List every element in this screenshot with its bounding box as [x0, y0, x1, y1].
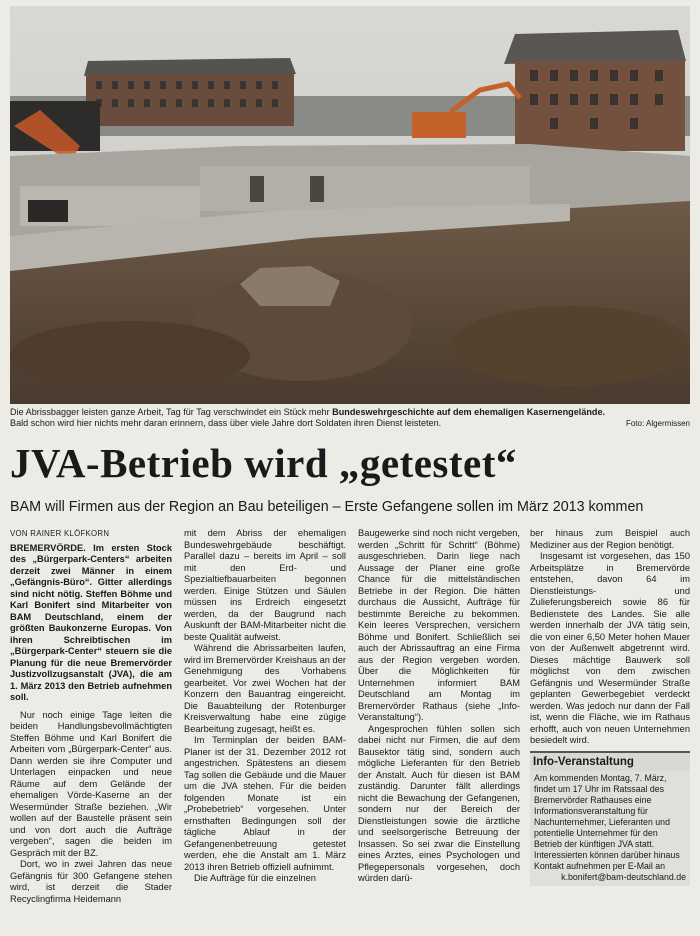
info-box-email[interactable]: k.bonifert@bam-deutschland.de — [561, 871, 686, 882]
col2-paragraph-3: Im Terminplan der beiden BAM-Planer ist der 31. Dezember 2012 rot angestrichen. Spätestens an diesem Tag sollen die Gebäude und die Mauer um die JVA stehen. Für die beiden folgenden Monate ist ein „Probebetrieb“ vorgesehen. Unter ernsthaften Bedingungen soll der tägliche Ablauf in der Gefangenenbetreuung getestet werden, ehe die Anstalt am 1. März 2013 ihren Betrieb offiziell aufnimmt. — [184, 735, 346, 872]
photo-caption — [10, 407, 690, 430]
col4-paragraph-1: ber hinaus zum Beispiel auch Mediziner aus der Region benötigt. — [530, 528, 690, 550]
column-1 — [10, 528, 172, 905]
col4-paragraph-2: Insgesamt ist vorgesehen, das 150 Arbeitsplätze in Bremervörde entstehen, davon 64 im Dienstleistungs- und Zulieferungsbereich sowie 86 für Bedienstete des Landes. Sie alle werden innerhalb der JVA tätig sein, die von einer 6,50 Meter hohen Mauer von der Außenwelt abgetrennt wird. Dieses mächtige Bauwerk soll möglichst von dem zwischen Gefängnis und Wesermünder Straße geplanten Gewerbegebiet verdeckt werden. Was jedoch nur dann der Fall ist, wenn die Fläche, wie im Rathaus erhofft, auch von neuen Unternehmen besiedelt wird. — [530, 551, 690, 745]
lead-paragraph: BREMERVÖRDE. Im ersten Stock des „Bürgerpark-Centers“ arbeiten derzeit zwei Männer in einem „Gefängnis-Büro“. Gitter allerdings sind nicht nötig. Steffen Böhme und Karl Bonifert sind Mitarbeiter von BAM Deutschland, einem der größten Baukonzerne Europas. Von ihren Schreibtischen im „Bürgerpark-Center“ steuern sie die Planung für die neue Bremervörder Justizvollzugsanstalt (JVA), die am 1. März 2013 den Betrieb aufnehmen soll. — [10, 542, 172, 702]
col1-paragraph-2: Dort, wo in zwei Jahren das neue Gefängnis für 300 Gefangene stehen wird, ist derzeit die Stader Recyclingfirma Heidemann — [10, 859, 172, 904]
subheadline: BAM will Firmen aus der Region an Bau beteiligen – Erste Gefangene sollen im März 2013 kommen — [10, 499, 644, 515]
demolition-site-image — [10, 6, 690, 404]
column-3 — [358, 528, 520, 885]
column-4 — [530, 528, 690, 886]
headline: JVA-Betrieb wird „getestet“ — [10, 440, 517, 486]
info-box-text: Am kommenden Montag, 7. März, findet um 17 Uhr im Ratssaal des Bremervörder Rathauses eine Informationsveranstaltung für Nachunternehmer, Lieferanten und potentielle Unternehmer für den Betrieb der künftigen JVA statt. Interessierten können darüber hinaus Kontakt aufnehmen per E-Mail an — [534, 772, 680, 871]
info-box — [530, 771, 690, 886]
col2-paragraph-2: Während die Abrissarbeiten laufen, wird im Bremervörder Kreishaus an der Genehmigung des Vorhabens gearbeitet. Vor zwei Wochen hat der Konzern den Bauantrag eingereicht. Die Bauabteilung der Rotenburger Kreisverwaltung habe eine zügige Bearbeitung zugesagt, heißt es. — [184, 643, 346, 734]
col1-paragraph-1: Nur noch einige Tage leiten die beiden Handlungsbevollmächtigten Steffen Böhme und Karl Bonifert die Arbeiten vom „Bürgerpark-Center“ aus. Dann werden sie ihre Computer und Unterlagen einpacken und neue Räume auf dem Gelände der ehemaligen Vörde-Kaserne an der Wesermünder Straße beziehen. „Wir wollen auf der Baustelle präsent sein und von dort auch die Aufträge vergeben“, sagen die beiden im Gespräch mit der BZ. — [10, 709, 172, 858]
col3-paragraph-1: Baugewerke sind noch nicht vergeben, werden „Schritt für Schritt“ (Böhme) ausgeschrieben. Darin liege nach Aussage der Planer eine große Chance für die mittelständischen Betriebe in der Region. Die hätten durchaus die Aussicht, Aufträge für bestimmte Bereiche zu bekommen. Kein leeres Versprechen, versichern Böhme und Bonifert. Schließlich sei auch der Abrissauftrag an eine Firma aus der Region vergeben worden. Über die Möglichkeiten für Unternehmen informiert BAM Deutschland am Montag im Bremervörder Rathaus (siehe „Info-Veranstaltung“). — [358, 528, 520, 722]
demolition-photo — [10, 6, 690, 404]
info-box-title: Info-Veranstaltung — [530, 751, 690, 771]
column-2 — [184, 528, 346, 885]
caption-lead: Die Abrissbagger leisten ganze Arbeit, Tag für Tag verschwindet ein Stück mehr — [10, 407, 333, 417]
photo-credit: Foto: Algermissen — [625, 419, 690, 429]
byline: VON RAINER KLÖFKORN — [10, 529, 110, 538]
col2-paragraph-1: mit dem Abriss der ehemaligen Bundeswehrgebäude beschäftigt. Parallel dazu – bereits im April – soll mit den Erd- und Spezialtiefbauarbeiten begonnen werden. Einige Stützen und Säulen müssen ins Erdreich eingesetzt werden, da der Baugrund nach Auskunft der BAM-Mitarbeiter nicht die beste Qualität aufweist. — [184, 528, 346, 642]
caption-line-2: Bald schon wird hier nichts mehr daran erinnern, dass über viele Jahre dort Soldaten ihren Dienst leisteten. — [10, 418, 442, 429]
caption-bold: Bundeswehrgeschichte auf dem ehemaligen Kasernengelände. — [332, 407, 606, 417]
col3-paragraph-2: Angesprochen fühlen sollen sich dabei nicht nur Firmen, die auf dem Bausektor tätig sind, sondern auch mögliche Lieferanten für den Betrieb der Anstalt. Auch für diesen ist BAM zuständig. Darunter fällt allerdings nicht die Bewachung der Gefangenen, sondern nur der Bereich der Dienstleistungen sowie die ärztliche und seelsorgerische Betreuung der Insassen. So sei zwar die Einstellung eines Arztes, eines Psychologen und Pflegepersonals vorgesehen, doch würden darü- — [358, 723, 520, 883]
col2-paragraph-4: Die Aufträge für die einzelnen — [194, 873, 316, 883]
